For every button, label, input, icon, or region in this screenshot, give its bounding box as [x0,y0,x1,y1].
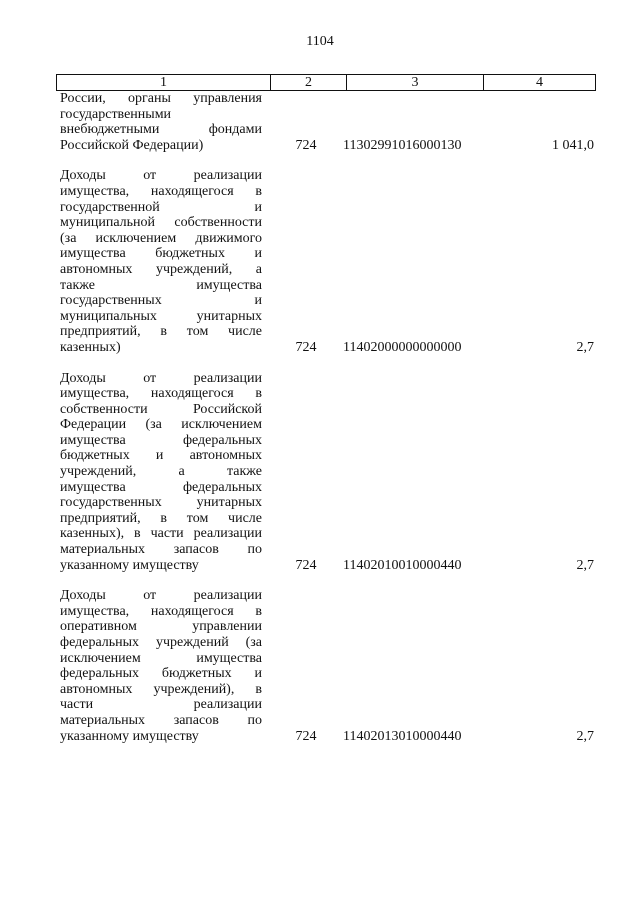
description-line: государственной и [60,199,262,215]
description-line: федеральных бюджетных и [60,666,262,682]
column-header-4: 4 [483,75,595,90]
description-line: указанному имуществу [60,557,199,573]
description-line: материальных запасов по [60,712,262,728]
description-line: оперативном управлении [60,619,262,635]
row-description [60,371,262,574]
admin-code-cell: 724 [295,137,317,153]
description-line: предприятий, в том числе [60,510,262,526]
row-description [60,91,262,153]
description-line: внебюджетными фондами [60,122,262,138]
description-line: муниципальной собственности [60,215,262,231]
row-description [60,168,262,355]
description-line: бюджетных и автономных [60,448,262,464]
description-line: имущества, находящегося в [60,183,262,199]
admin-code-cell: 724 [295,557,317,573]
description-line: части реализации [60,697,262,713]
description-line: имущества федеральных [60,479,262,495]
description-line: Доходы от реализации [60,370,262,386]
description-line: имущества, находящегося в [60,603,262,619]
description-line: автономных учреждений), в [60,681,262,697]
description-line: учреждений, а также [60,464,262,480]
description-line: казенных) [60,339,121,355]
table-row [60,588,596,744]
description-line: автономных учреждений, а [60,261,262,277]
description-line: имущества федеральных [60,432,262,448]
description-line: государственных и [60,293,262,309]
row-description [60,588,262,744]
description-line: исключением имущества [60,650,262,666]
description-line: также имущества [60,277,262,293]
column-header-1: 1 [160,75,167,90]
description-line: (за исключением движимого [60,230,262,246]
description-line: имущества, находящегося в [60,386,262,402]
admin-code-cell: 724 [295,339,317,355]
admin-code-cell: 724 [295,728,317,744]
page-number: 1104 [306,34,334,49]
amount-cell: 1 041,0 [552,137,594,153]
table-row [60,91,596,153]
description-line: федеральных учреждений (за [60,635,262,650]
description-line: Федерации (за исключением [60,417,262,433]
amount-cell: 2,7 [576,728,594,744]
description-line: государственных унитарных [60,495,262,511]
table-header-row [56,74,596,91]
description-line: собственности Российской [60,401,262,417]
column-header-3: 3 [346,75,483,90]
description-line: Доходы от реализации [60,168,262,184]
description-line: Доходы от реализации [60,588,262,604]
description-line: государственными [60,106,172,122]
table-row [60,168,596,355]
amount-cell: 2,7 [576,557,594,573]
column-header-2: 2 [270,75,346,90]
budget-code-cell: 11302991016000130 [343,137,462,153]
description-line: России, органы управления [60,91,262,106]
description-line: Российской Федерации) [60,137,204,153]
amount-cell: 2,7 [576,339,594,355]
budget-code-cell: 11402013010000440 [343,728,462,744]
description-line: муниципальных унитарных [60,308,262,324]
description-line: имущества бюджетных и [60,246,262,262]
table-body [60,91,596,744]
description-line: предприятий, в том числе [60,324,262,340]
description-line: материальных запасов по [60,542,262,558]
budget-code-cell: 11402010010000440 [343,557,462,573]
description-line: указанному имуществу [60,728,199,744]
description-line: казенных), в части реализации [60,526,262,542]
table-row [60,371,596,574]
budget-code-cell: 11402000000000000 [343,339,462,355]
